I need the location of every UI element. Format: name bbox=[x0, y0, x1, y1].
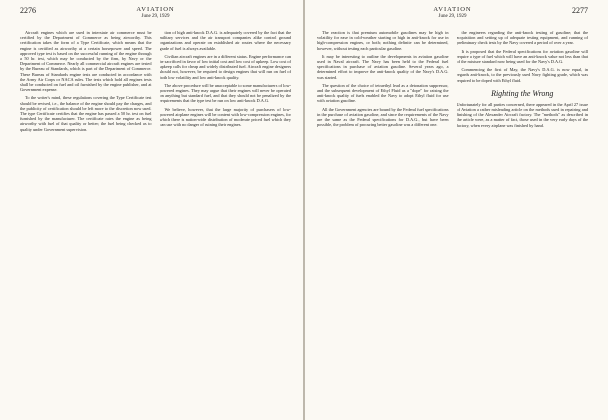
paragraph: tion of high anti-knock D.A.G. is adequately covered by the fact that the military services and the air transport companies alike control ground organizations and operate on established air routes where the necessary grade of fuel is always available. bbox=[159, 30, 291, 51]
article-paragraph: Unfortunately for all parties concerned, there appeared in the April 27 issue of Aviation a rather misleading article on the methods used in repairing and finishing of the Alexander Aircraft factory. The "methods" as described in the article were, as a matter of fact, those used in the very early days of the factory, when every airplane was finished by hand. bbox=[456, 101, 588, 128]
paragraph: The reaction is that premium automobile gasolines may be high in volatility for ease in cold-weather starting or high in anti-knock for use in high-compression engines, or both; nothing definite can be determined, however, without testing each particular gasoline. bbox=[317, 30, 449, 51]
paragraph: We believe, however, that the large majority of purchasers of low-powered airplane engines will be content with low-compression engines, for which there is nation-wide distribution of moderate priced fuel which they can use with no danger of ruining their engines. bbox=[159, 106, 291, 128]
right-page-number: 2277 bbox=[572, 6, 588, 15]
right-masthead: AVIATION bbox=[433, 6, 472, 13]
left-page bbox=[0, 0, 303, 420]
left-masthead: AVIATION bbox=[136, 6, 175, 13]
paragraph: To the writer's mind, these regulations covering the Type Certificate test should be revised, i.e., the balance of the engine should pay the charges, and the publicity of certification should be left more to the discretion now used. The type Certificate certifies that the engine has passed a 50 hr. test on fuel furnished by the manufacturer. The certificate rates the engine as being airworthy with fuel of that quality or better; the fuel being checked as to quality under Government supervision. bbox=[20, 95, 152, 132]
left-column-1 bbox=[20, 30, 152, 420]
paragraph: It is proposed that the Federal specifications for aviation gasoline will require a type of fuel which will have an anti-knock value not less than that of the mixture standard now being used for the Navy's D.A.G. bbox=[456, 48, 588, 65]
right-column-2 bbox=[457, 30, 589, 420]
paragraph: Aircraft engines which are used in interstate air commerce must be certified by the Department of Commerce as being airworthy. This certification takes the form of a Type Certificate, which means that the engine is certified as airworthy at a certain horsepower and speed. The approved type test is based on the successful running of the engine through a 50 hr. test, which may be conducted by the firm, by Navy or the Department of Commerce. Nearly all commercial aircraft engines are tested by the Bureau of Standards, which is part of the Department of Commerce. These Bureau of Standards engine tests are conducted in accordance with the Army Air Corps or NACA rules. The tests which hold all engines tests shall be conducted on fuel and oil furnished by the engine publisher, and at Government expense. bbox=[20, 30, 152, 93]
right-page-header bbox=[317, 6, 588, 30]
paragraph: The above procedure will be unacceptable to some manufacturers of low-powered engines. They may argue that their engines will never be operated on anything but standard fuel, and that they should not be penalized by the requirements that the type test be run on low anti-knock D.A.G. bbox=[159, 82, 291, 104]
right-page bbox=[305, 0, 608, 420]
paragraph: the engineers regarding the anti-knock testing of gasoline; that the acquisition and setting up of adequate testing equipment, and running of preliminary check tests by the Navy covered a period of over a year. bbox=[456, 30, 588, 46]
paragraph: Civilian aircraft engines are in a different status. Engine performance can be sacrificed in favor of low initial cost and low cost of upkeep. Low cost of upkeep calls for cheap and widely distributed fuel. Aircraft engine designers should not, however, be required to design engines that will run on fuel of both low volatility and low anti-knock quality. bbox=[159, 53, 291, 80]
left-columns bbox=[20, 30, 291, 420]
left-page-header bbox=[20, 6, 291, 30]
left-page-number: 2276 bbox=[20, 6, 36, 15]
paragraph: It may be interesting to outline the developments in aviation gasoline used in Naval aircraft. The Navy has been held to the Federal fuel specifications in purchase of aviation gasoline. Several years ago, a determined effort to improve the anti-knock quality of the Navy's D.A.G. was started. bbox=[317, 53, 449, 80]
article-title: Righting the Wrong bbox=[491, 88, 554, 98]
paragraph: The question of the choice of tetraethyl lead as a detonation suppressor, and the subsequent development of Ethyl Fluid as a "dope" for raising the anti-knock quality of fuels enabled the Navy to adopt Ethyl fluid for use with aviation gasoline. bbox=[317, 82, 449, 104]
right-issue-date: June 29, 1929 bbox=[438, 14, 467, 19]
paragraph: All the Government agencies are bound by the Federal fuel specifications in the purchase of aviation gasoline, and since the requirements of the Navy are the same as the Federal specifications for D.A.G., but have been possible, the problem of procuring better gasoline was a different one. bbox=[317, 106, 449, 128]
right-column-1 bbox=[317, 30, 449, 420]
paragraph: Commencing the first of May, the Navy's D.A.G. is now equal, in regards anti-knock, to the previously used Navy fighting grade, which was required to be doped with Ethyl fluid. bbox=[456, 67, 588, 83]
left-column-2 bbox=[160, 30, 292, 420]
right-columns bbox=[317, 30, 588, 420]
left-issue-date: June 29, 1929 bbox=[141, 14, 170, 19]
